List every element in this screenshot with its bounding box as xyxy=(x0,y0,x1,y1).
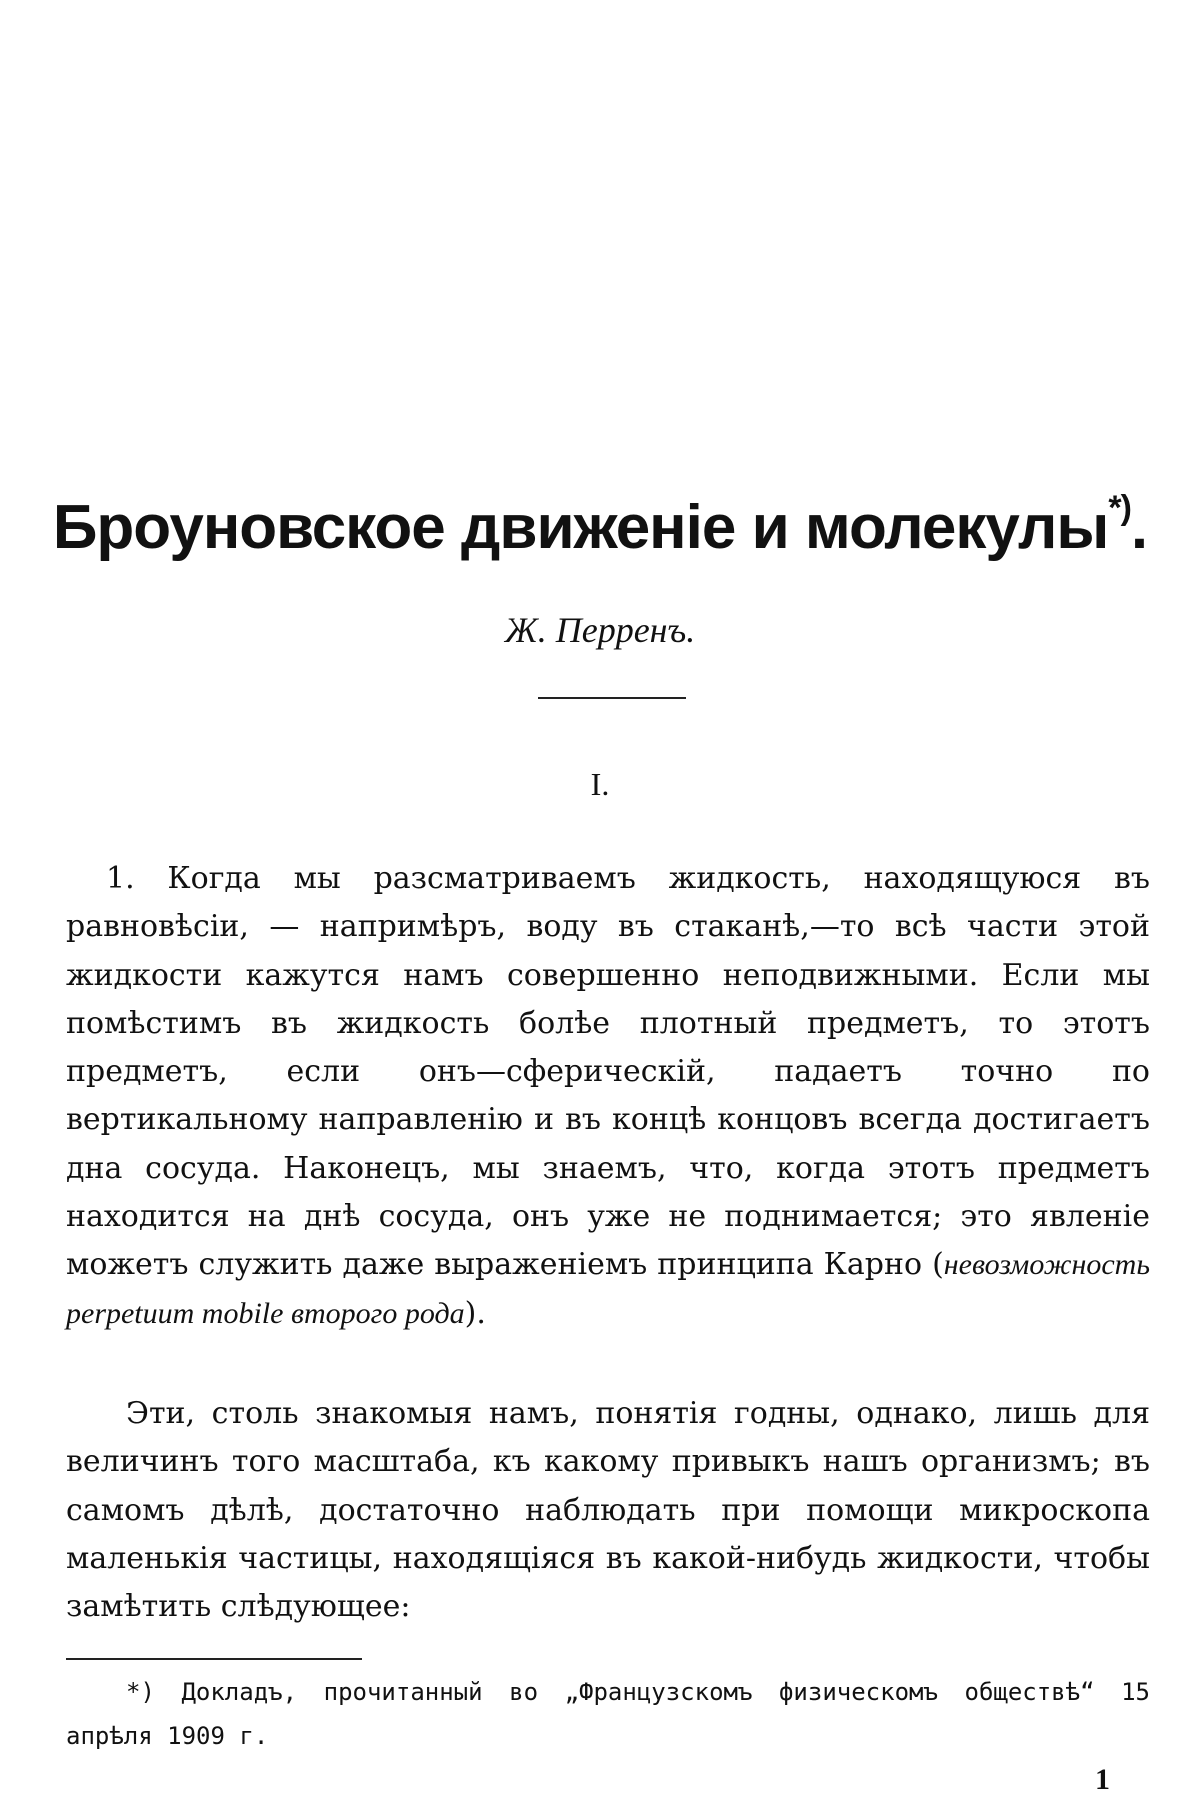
page-number: 1 xyxy=(1095,1763,1110,1796)
title-divider xyxy=(538,697,686,699)
footnote: *) Докладъ, прочитанный во „Французскомъ физическомъ обществѣ“ 15 апрѣля 1909 г. xyxy=(66,1678,1150,1750)
paragraph-1-end: ). xyxy=(464,1295,486,1331)
paragraph-2: Эти, столь знакомыя намъ, понятія годны, однако, лишь для величинъ того масштаба, къ какому привыкъ нашъ организмъ; въ самомъ дѣлѣ, достаточно наблюдать при помощи микроскопа маленькія частицы, находящіяся въ какой-нибудь жидкости, чтобы замѣтить слѣдующее: xyxy=(66,1396,1150,1625)
article-author: Ж. Перренъ. xyxy=(504,610,696,650)
paragraph-1 xyxy=(66,855,1150,1338)
paragraph-1-text: 1. Когда мы разсматриваемъ жидкость, находящуюся въ равновѣсіи, — напримѣръ, воду въ стаканѣ,—то всѣ части этой жидкости кажутся намъ совершенно неподвижными. Если мы помѣстимъ въ жидкость болѣе плотный предметъ, то этотъ предметъ, если онъ—сферическій, падаетъ точно по вертикальному направленію и въ концѣ концовъ всегда достигаетъ дна сосуда. Наконецъ, мы знаемъ, что, когда этотъ предметъ находится на днѣ сосуда, онъ уже не поднимается; это явленіе можетъ служить даже выраженіемъ принципа Карно ( xyxy=(66,861,1150,1283)
article-title-end: . xyxy=(1130,493,1148,562)
article-title xyxy=(0,488,1200,568)
article-title-text: Броуновское движеніе и молекулы xyxy=(52,493,1109,562)
section-number: I. xyxy=(590,766,610,802)
footnote-divider xyxy=(66,1658,362,1660)
title-footnote-mark[interactable]: *) xyxy=(1108,489,1131,527)
paragraph-1-italic: невозможность perpetuum mobile второго рода xyxy=(66,1248,1150,1330)
